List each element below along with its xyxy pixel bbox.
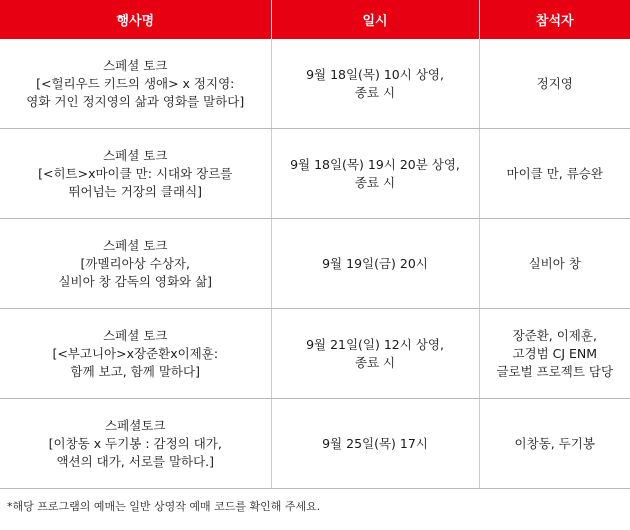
event-name-line: 스페셜토크: [105, 417, 166, 433]
datetime-line: 9월 18일(목) 19시 20분 상영,: [290, 156, 460, 172]
table-row: [0, 39, 630, 129]
event-name-line: 실비아 창 감독의 영화와 삶]: [58, 273, 213, 289]
attendees-cell: [479, 219, 630, 309]
event-name-cell: [0, 309, 271, 399]
datetime-line: 종료 시: [354, 354, 396, 370]
event-name-line: [<히트>x마이클 만: 시대와 장르를: [38, 165, 233, 181]
event-name-line: 뛰어넘는 거장의 클래식]: [68, 183, 203, 199]
attendees-cell: [479, 399, 630, 489]
attendees-line: 실비아 창: [528, 255, 581, 271]
event-name-line: 스페셜 토크: [103, 57, 168, 73]
attendees-line: 정지영: [536, 75, 573, 91]
event-name-line: 영화 거인 정지영의 삶과 영화를 말하다]: [26, 93, 245, 109]
event-name-cell: [0, 399, 271, 489]
attendees-line: 이창동, 두기봉: [514, 435, 595, 451]
event-name-line: [이창동 x 두기봉 : 감정의 대가,: [48, 435, 222, 451]
datetime-cell: [271, 129, 479, 219]
table-row: [0, 399, 630, 489]
attendees-line: 장준환, 이제훈,: [512, 327, 597, 343]
attendees-line: 마이클 만, 류승완: [506, 165, 603, 181]
event-name-cell: [0, 219, 271, 309]
header-datetime: 일시: [271, 0, 479, 39]
table-row: [0, 309, 630, 399]
datetime-line: 9월 18일(목) 10시 상영,: [306, 66, 444, 82]
attendees-line: 글로벌 프로젝트 담당: [496, 363, 614, 379]
event-name-line: [까멜리아상 수상자,: [80, 255, 190, 271]
event-name-line: [<부고니아>x장준환x이제훈:: [52, 345, 219, 361]
event-name-line: 스페셜 토크: [103, 147, 168, 163]
event-name-cell: [0, 129, 271, 219]
event-name-line: 스페셜 토크: [103, 237, 168, 253]
footnote: *해당 프로그램의 예매는 일반 상영작 예매 코드를 확인해 주세요.: [7, 500, 321, 513]
datetime-line: 9월 21일(일) 12시 상영,: [306, 336, 444, 352]
table-header-row: [0, 0, 630, 39]
event-name-line: [<헐리우드 키드의 생애> x 정지영:: [36, 75, 235, 91]
datetime-line: 종료 시: [354, 84, 396, 100]
datetime-cell: [271, 309, 479, 399]
header-event-name: 행사명: [0, 0, 271, 39]
event-name-line: 스페셜 토크: [103, 327, 168, 343]
datetime-line: 9월 19일(금) 20시: [322, 255, 428, 271]
datetime-cell: [271, 219, 479, 309]
table-row: [0, 219, 630, 309]
table-row: [0, 129, 630, 219]
datetime-line: 9월 25일(목) 17시: [322, 435, 428, 451]
datetime-cell: [271, 399, 479, 489]
attendees-cell: [479, 39, 630, 129]
attendees-cell: [479, 129, 630, 219]
event-name-line: 함께 보고, 함께 말하다]: [70, 363, 200, 379]
datetime-cell: [271, 39, 479, 129]
event-name-cell: [0, 39, 271, 129]
header-attendees: 참석자: [479, 0, 630, 39]
event-name-line: 액션의 대가, 서로를 말하다.]: [56, 453, 215, 469]
datetime-line: 종료 시: [354, 174, 396, 190]
attendees-cell: [479, 309, 630, 399]
attendees-line: 고경범 CJ ENM: [512, 345, 598, 361]
